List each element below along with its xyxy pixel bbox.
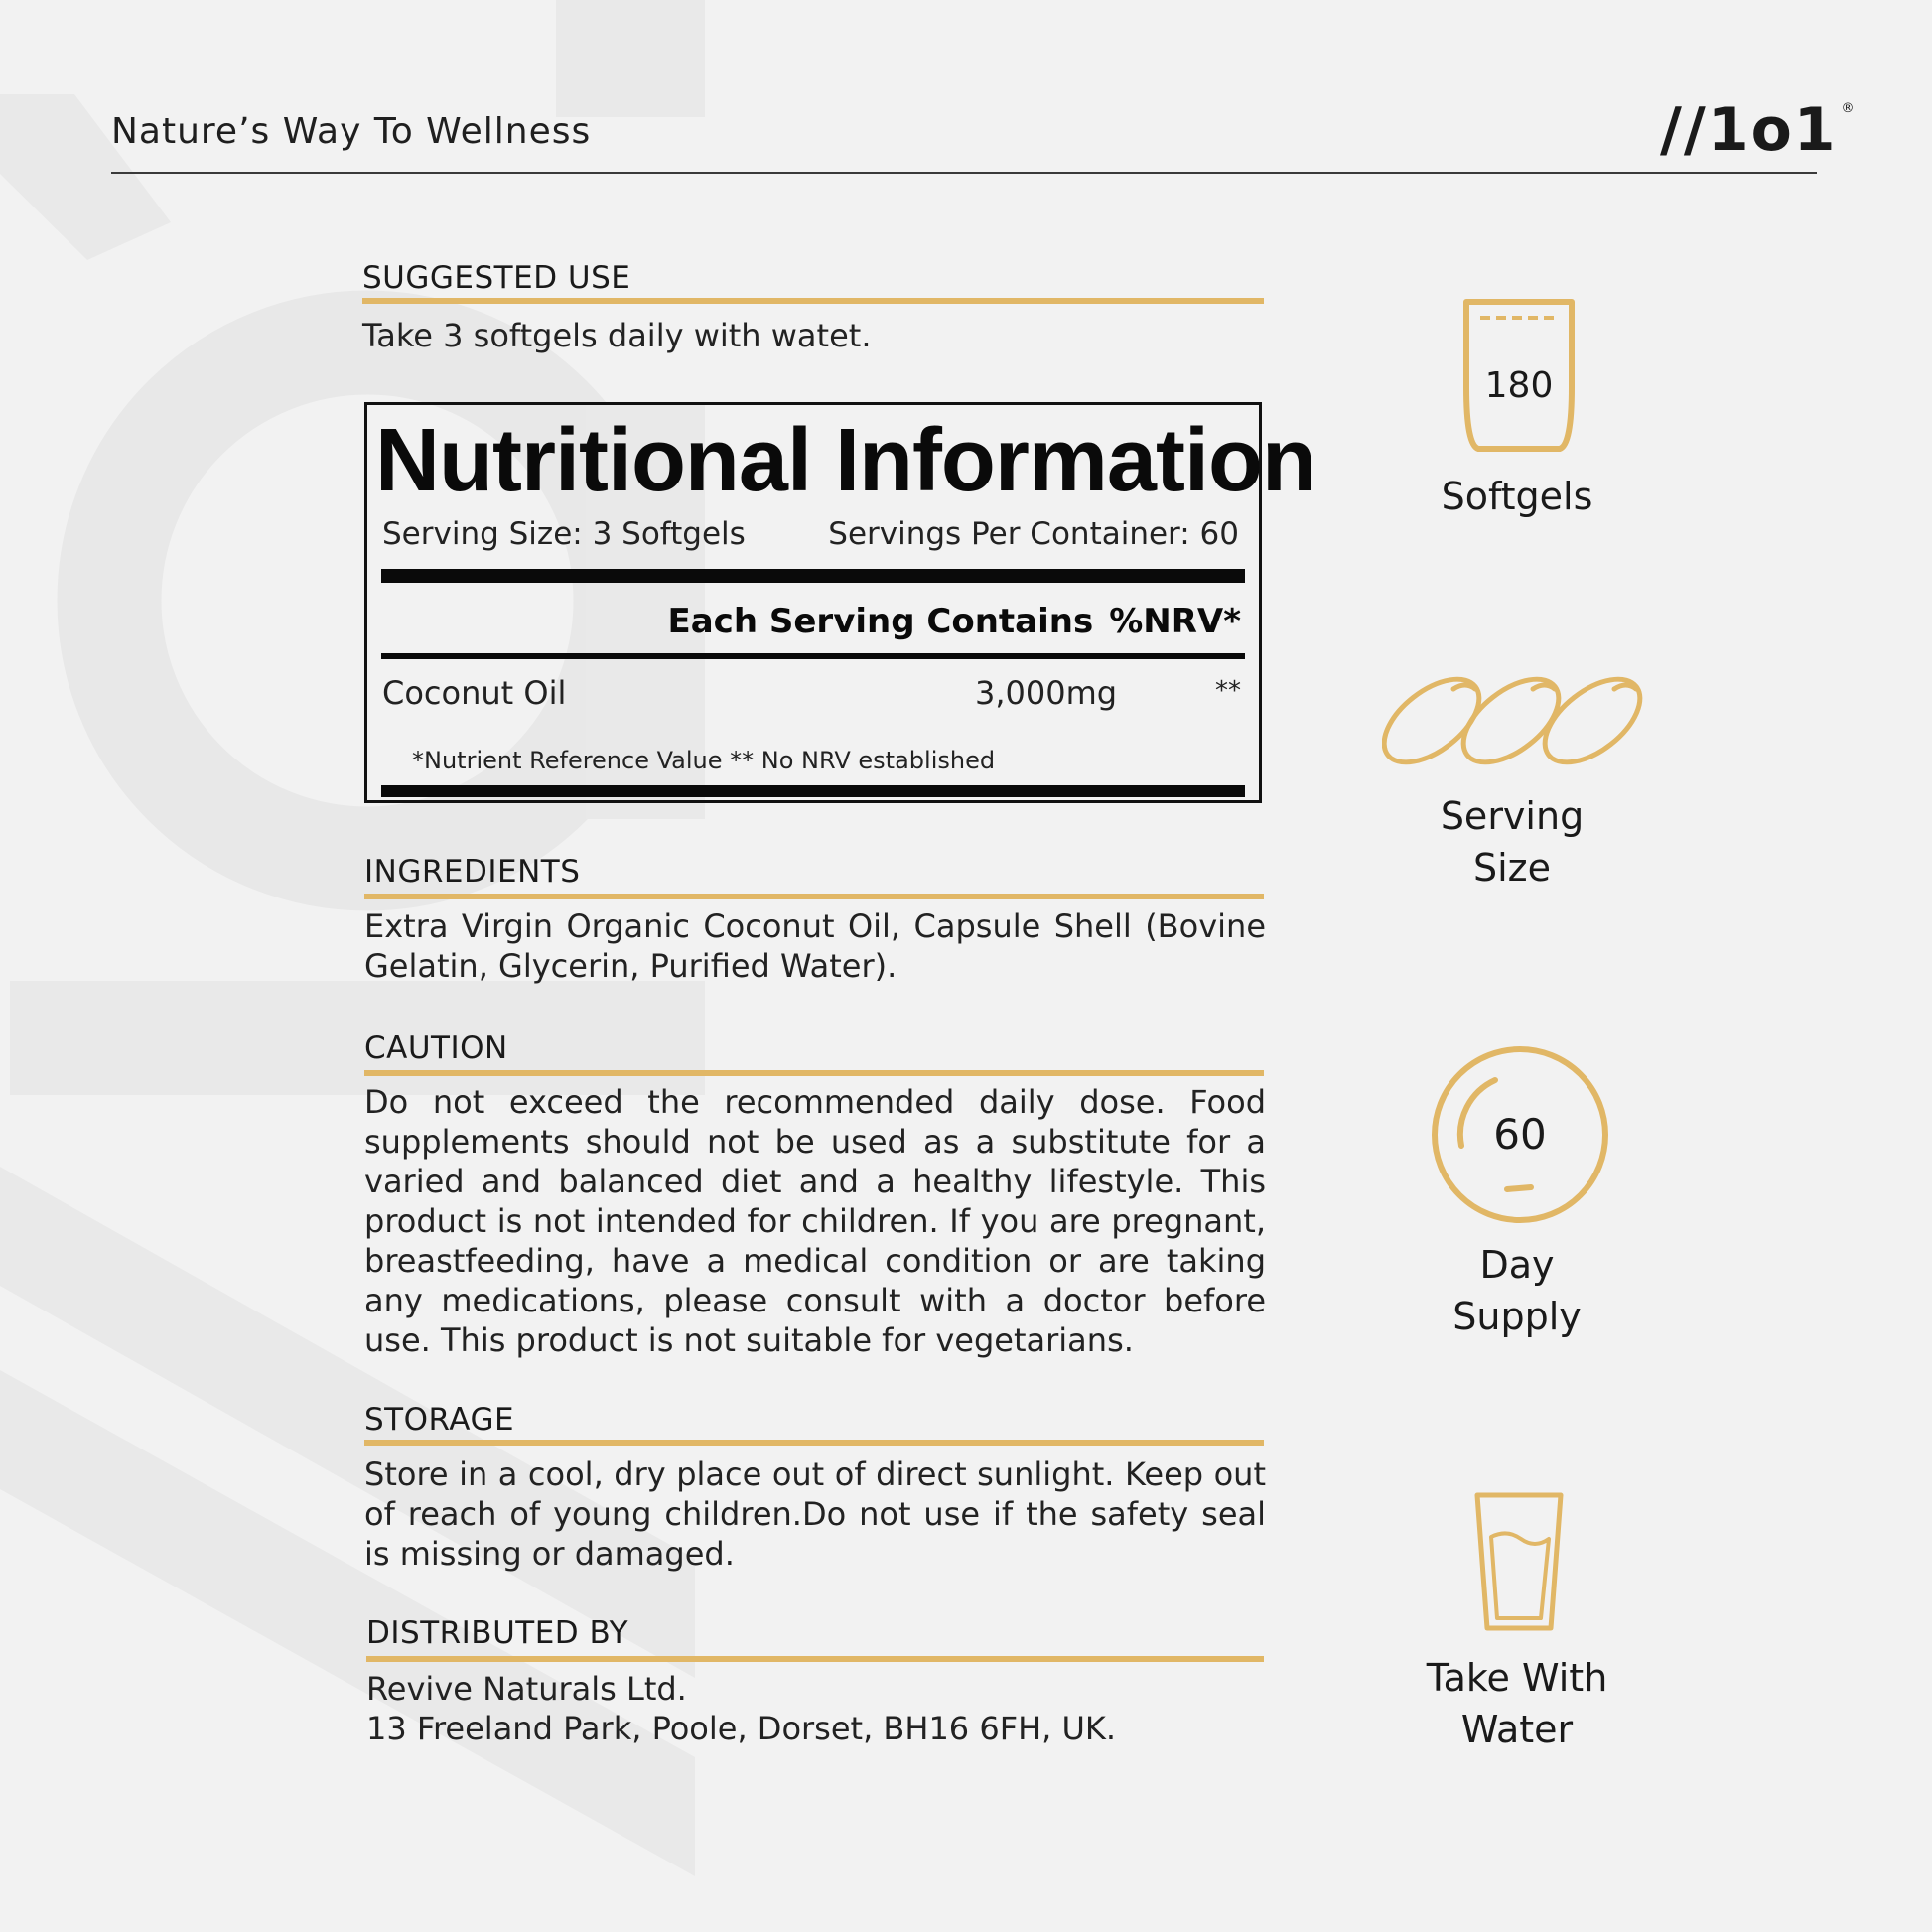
- day-supply-label-line2: Supply: [1452, 1295, 1582, 1338]
- take-with-water-label-line1: Take With: [1426, 1656, 1608, 1700]
- col-contains: Each Serving Contains: [667, 602, 1094, 641]
- brand-logo-text: //1o1: [1660, 95, 1838, 165]
- softgel-count: 180: [1484, 365, 1554, 406]
- serving-size-label: [1363, 790, 1661, 894]
- storage-text: Store in a cool, dry place out of direct sunlight. Keep out of reach of young children.Do not use if the safety seal is missing or damaged.: [364, 1455, 1266, 1573]
- nutrition-panel: [364, 402, 1315, 803]
- ingredients-title: INGREDIENTS: [364, 854, 581, 890]
- storage-rule: [364, 1440, 1264, 1446]
- col-nrv: %NRV*: [1109, 602, 1241, 641]
- take-with-water-label-line2: Water: [1460, 1708, 1574, 1751]
- servings-per-container: Servings Per Container: 60: [828, 516, 1239, 552]
- caution-rule: [364, 1070, 1264, 1076]
- softgel-capsules-icon: [1382, 663, 1660, 782]
- suggested-use-text: Take 3 softgels daily with watet.: [362, 317, 872, 354]
- day-supply-label: [1368, 1239, 1666, 1342]
- registered-mark: ®: [1841, 101, 1857, 116]
- nutrition-column-header: [652, 602, 1241, 641]
- ingredients-rule: [364, 894, 1264, 899]
- header-divider: [111, 172, 1817, 174]
- nutrition-header-divider: [381, 653, 1245, 659]
- caution-text: Do not exceed the recommended daily dose. Food supplements should not be used as a substitute for a varied and balanced diet and a healthy lifestyle. This product is not intended for children. If you are pregnant, breastfeeding, have a medical condition or are taking any medications, please consult with a doctor before use. This product is not suitable for vegetarians.: [364, 1083, 1266, 1359]
- nutrition-bottom-divider: [381, 785, 1245, 797]
- serving-size-label-line1: Serving: [1440, 794, 1585, 838]
- nutrition-footnote: *Nutrient Reference Value ** No NRV established: [412, 747, 996, 774]
- nutrition-title: Nutritional Information: [375, 411, 1315, 510]
- serving-size-label-line2: Size: [1472, 846, 1551, 890]
- brand-logo: [1660, 95, 1857, 165]
- nutrient-name: Coconut Oil: [382, 674, 567, 712]
- caution-title: CAUTION: [364, 1031, 508, 1066]
- day-supply-value: 60: [1493, 1110, 1547, 1159]
- ingredients-text: Extra Virgin Organic Coconut Oil, Capsule Shell (Bovine Gelatin, Glycerin, Purified Water).: [364, 907, 1266, 985]
- nutrition-thick-divider: [381, 569, 1245, 583]
- suggested-use-rule: [362, 298, 1264, 304]
- serving-size: Serving Size: 3 Softgels: [382, 516, 746, 552]
- distributor-address: 13 Freeland Park, Poole, Dorset, BH16 6FH, UK.: [366, 1710, 1117, 1747]
- nutrient-amount: 3,000mg: [975, 674, 1118, 712]
- suggested-use-title: SUGGESTED USE: [362, 260, 631, 296]
- nutrient-nrv: **: [1215, 676, 1241, 706]
- tagline: Nature’s Way To Wellness: [111, 111, 592, 152]
- take-with-water-label: [1368, 1652, 1666, 1755]
- water-glass-icon: [1471, 1491, 1567, 1632]
- distributed-by-title: DISTRIBUTED BY: [366, 1615, 629, 1651]
- day-supply-label-line1: Day: [1479, 1243, 1555, 1287]
- softgels-label: Softgels: [1441, 475, 1593, 518]
- distributed-by-rule: [366, 1656, 1264, 1662]
- distributor-name: Revive Naturals Ltd.: [366, 1670, 687, 1708]
- storage-title: STORAGE: [364, 1402, 515, 1438]
